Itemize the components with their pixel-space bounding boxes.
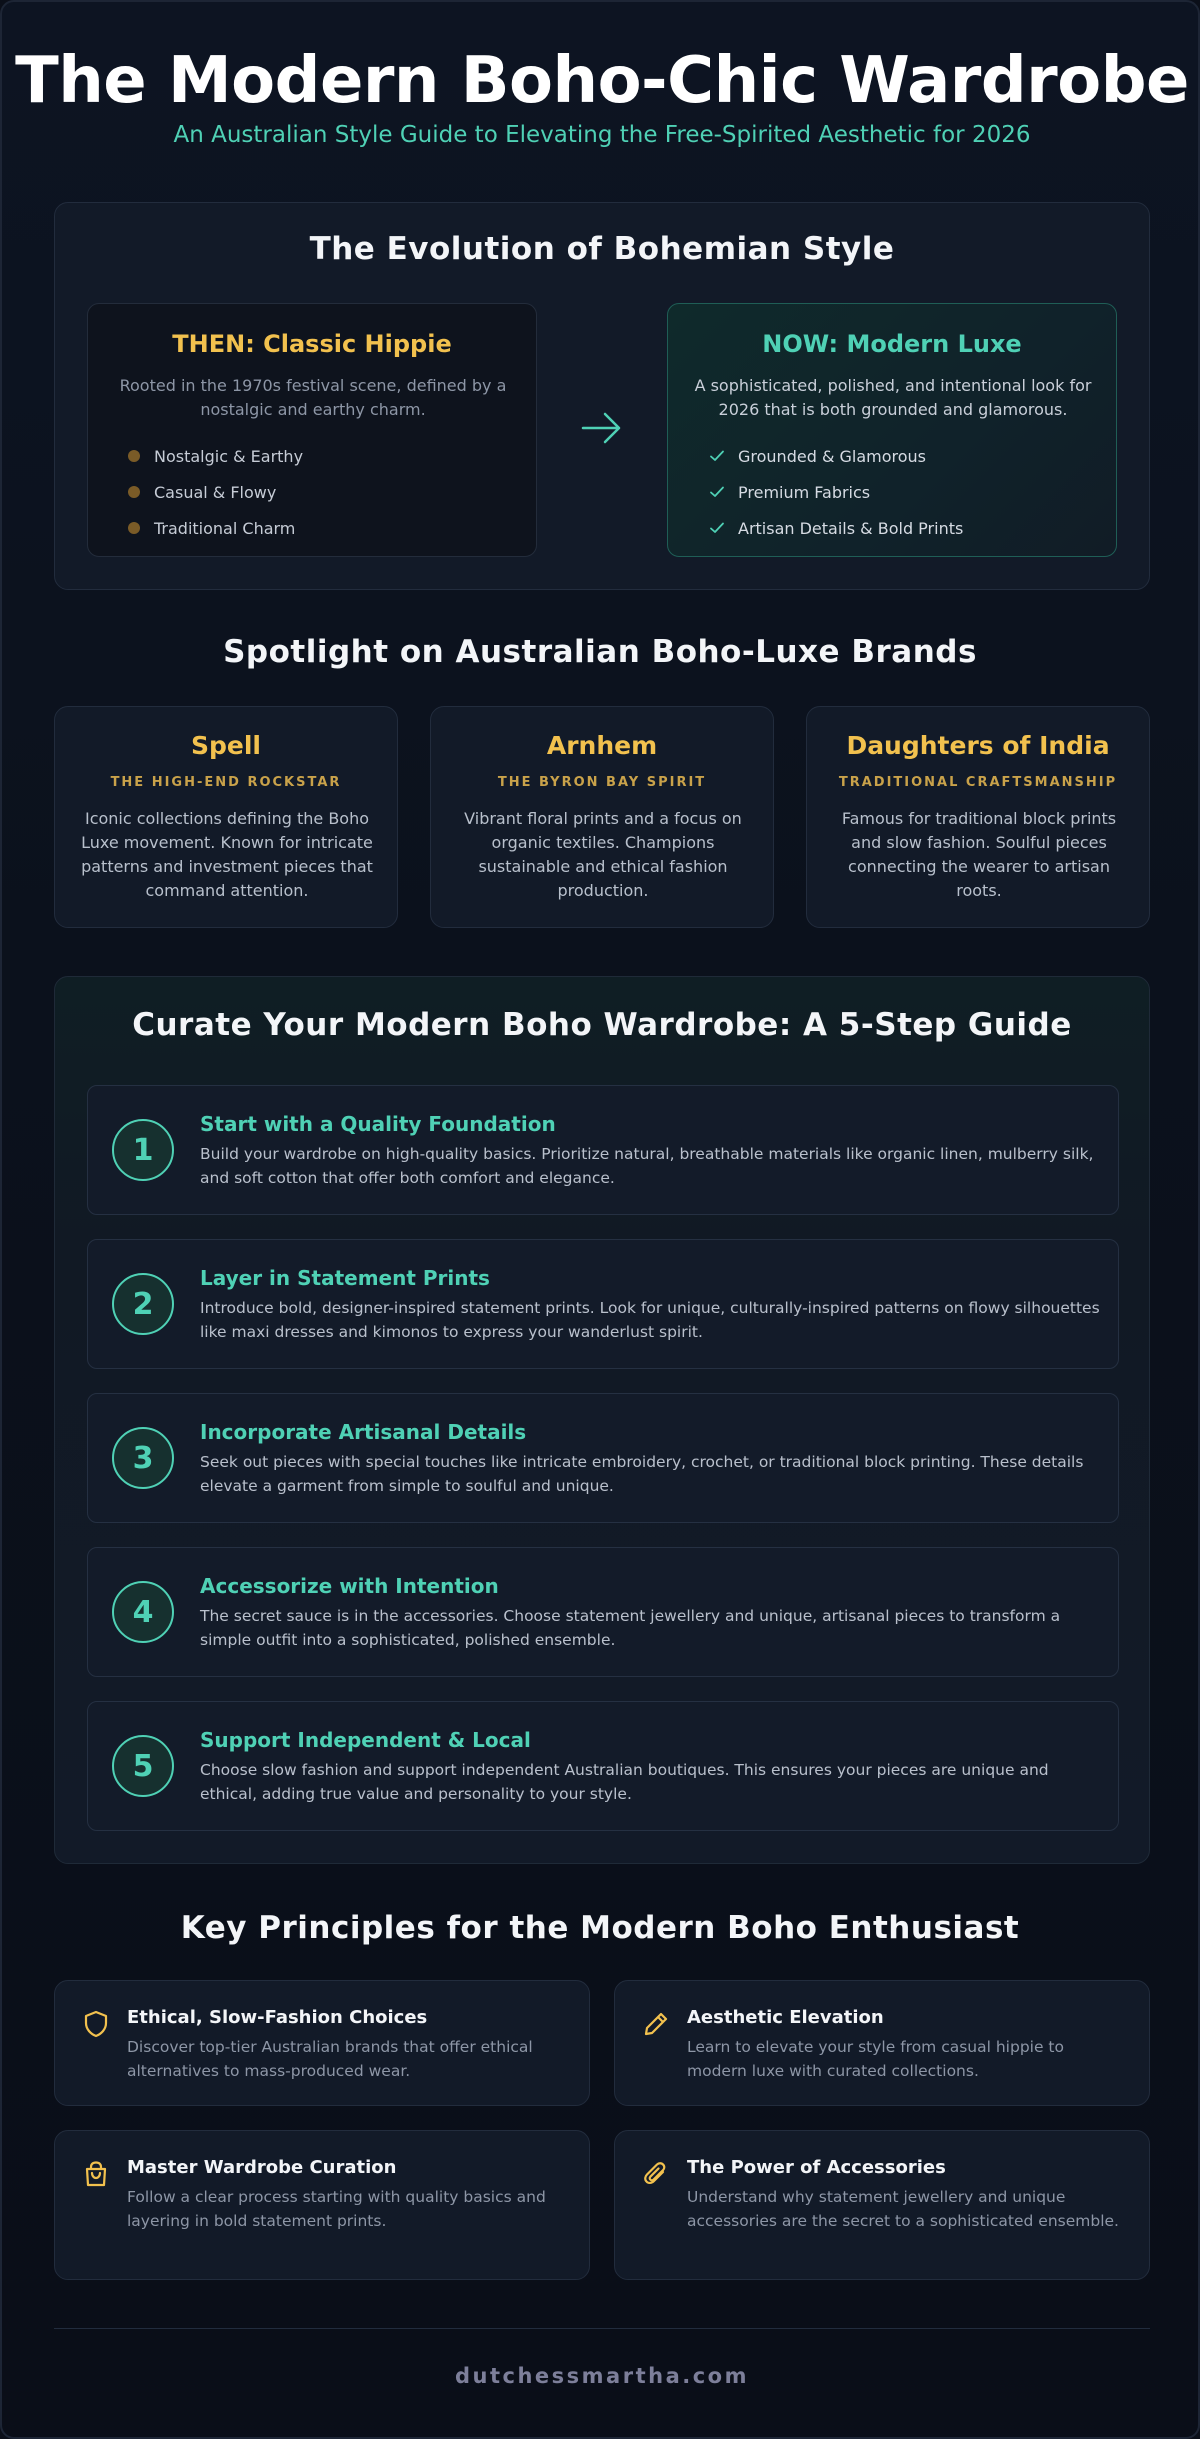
brand-tagline: THE HIGH-END ROCKSTAR — [110, 775, 342, 790]
step-card — [87, 1085, 1119, 1215]
principle-title: The Power of Accessories — [687, 2157, 946, 2178]
bullet-dot-icon — [128, 450, 140, 462]
principle-description: Discover top-tier Australian brands that offer ethical alternatives to mass-produced wear. — [127, 2038, 533, 2080]
step-card — [87, 1393, 1119, 1523]
brand-name: Arnhem — [546, 731, 658, 760]
brand-description: Iconic collections defining the Boho Luxe movement. Known for intricate patterns and investment pieces that command attention. — [81, 809, 373, 900]
step-description: Build your wardrobe on high-quality basics. Prioritize natural, breathable materials like organic linen, mulberry silk, and soft cotton that offer both comfort and elegance. — [200, 1145, 1094, 1187]
step-title: Support Independent & Local — [200, 1728, 531, 1752]
evolution-heading: The Evolution of Bohemian Style — [309, 231, 895, 267]
brand-description: Famous for traditional block prints and slow fashion. Soulful pieces connecting the wearer to artisan roots. — [841, 809, 1117, 900]
principle-description: Understand why statement jewellery and unique accessories are the secret to a sophisticated ensemble. — [687, 2188, 1119, 2230]
then-title: THEN: Classic Hippie — [172, 330, 452, 358]
step-number: 5 — [112, 1735, 174, 1797]
principle-title: Master Wardrobe Curation — [127, 2157, 397, 2178]
step-card — [87, 1701, 1119, 1831]
principle-card-ethical — [54, 1980, 590, 2106]
pencil-icon — [641, 2009, 671, 2039]
brand-name: Daughters of India — [846, 731, 1110, 760]
then-card — [87, 303, 537, 557]
step-description: Choose slow fashion and support independent Australian boutiques. This ensures your pieces are unique and ethical, adding true value and personality to your style. — [200, 1761, 1049, 1803]
step-number: 2 — [112, 1273, 174, 1335]
check-icon — [708, 447, 728, 465]
principle-card-accessories — [614, 2130, 1150, 2280]
step-card — [87, 1239, 1119, 1369]
step-title: Start with a Quality Foundation — [200, 1112, 556, 1136]
brand-card-arnhem — [430, 706, 774, 928]
brand-name: Spell — [191, 731, 261, 760]
step-card — [87, 1547, 1119, 1677]
list-item: Premium Fabrics — [708, 474, 963, 510]
principle-title: Ethical, Slow-Fashion Choices — [127, 2007, 428, 2028]
evolution-section — [54, 202, 1150, 590]
step-title: Accessorize with Intention — [200, 1574, 499, 1598]
now-title: NOW: Modern Luxe — [762, 330, 1022, 358]
guide-heading: Curate Your Modern Boho Wardrobe: A 5-Step Guide — [132, 1007, 1072, 1043]
principle-card-aesthetic — [614, 1980, 1150, 2106]
brand-tagline: THE BYRON BAY SPIRIT — [497, 775, 707, 790]
principle-card-curation — [54, 2130, 590, 2280]
footer-site-link[interactable]: dutchessmartha.com — [455, 2364, 749, 2388]
step-number: 3 — [112, 1427, 174, 1489]
step-number: 4 — [112, 1581, 174, 1643]
then-description: Rooted in the 1970s festival scene, defined by a nostalgic and earthy charm. — [119, 376, 507, 419]
principle-description: Follow a clear process starting with quality basics and layering in bold statement prints. — [127, 2188, 546, 2230]
list-item: Casual & Flowy — [128, 474, 303, 510]
step-title: Incorporate Artisanal Details — [200, 1420, 527, 1444]
brands-heading: Spotlight on Australian Boho-Luxe Brands — [223, 634, 977, 670]
check-icon — [708, 519, 728, 537]
page-title: The Modern Boho-Chic Wardrobe — [15, 44, 1189, 118]
shield-icon — [81, 2009, 111, 2039]
check-icon — [708, 483, 728, 501]
bullet-dot-icon — [128, 522, 140, 534]
brand-card-spell — [54, 706, 398, 928]
step-description: Seek out pieces with special touches like intricate embroidery, crochet, or traditional block printing. These details elevate a garment from simple to soulful and unique. — [200, 1453, 1084, 1495]
step-title: Layer in Statement Prints — [200, 1266, 490, 1290]
principle-description: Learn to elevate your style from casual hippie to modern luxe with curated collections. — [687, 2038, 1064, 2080]
then-list — [128, 438, 303, 546]
page-subtitle: An Australian Style Guide to Elevating the Free-Spirited Aesthetic for 2026 — [173, 122, 1031, 148]
list-item: Traditional Charm — [128, 510, 303, 546]
now-list — [708, 438, 963, 546]
paperclip-icon — [641, 2159, 671, 2189]
list-item: Nostalgic & Earthy — [128, 438, 303, 474]
shopping-bag-icon — [81, 2159, 111, 2189]
list-item: Grounded & Glamorous — [708, 438, 963, 474]
step-description: The secret sauce is in the accessories. Choose statement jewellery and unique, artisanal pieces to transform a simple outfit into a sophisticated, polished ensemble. — [200, 1607, 1061, 1649]
principle-title: Aesthetic Elevation — [687, 2007, 884, 2028]
step-description: Introduce bold, designer-inspired statement prints. Look for unique, culturally-inspired patterns on flowy silhouettes like maxi dresses and kimonos to express your wanderlust spirit. — [200, 1299, 1100, 1341]
principles-heading: Key Principles for the Modern Boho Enthusiast — [180, 1910, 1020, 1946]
footer-divider — [54, 2328, 1150, 2329]
brand-card-daughters-of-india — [806, 706, 1150, 928]
brand-description: Vibrant floral prints and a focus on organic textiles. Champions sustainable and ethical fashion production. — [464, 809, 742, 900]
list-item: Artisan Details & Bold Prints — [708, 510, 963, 546]
bullet-dot-icon — [128, 486, 140, 498]
now-card — [667, 303, 1117, 557]
guide-section — [54, 976, 1150, 1864]
step-number: 1 — [112, 1119, 174, 1181]
brand-tagline: TRADITIONAL CRAFTSMANSHIP — [838, 775, 1118, 790]
arrow-right-icon — [577, 403, 627, 453]
now-description: A sophisticated, polished, and intentional look for 2026 that is both grounded and glamorous. — [694, 376, 1092, 419]
